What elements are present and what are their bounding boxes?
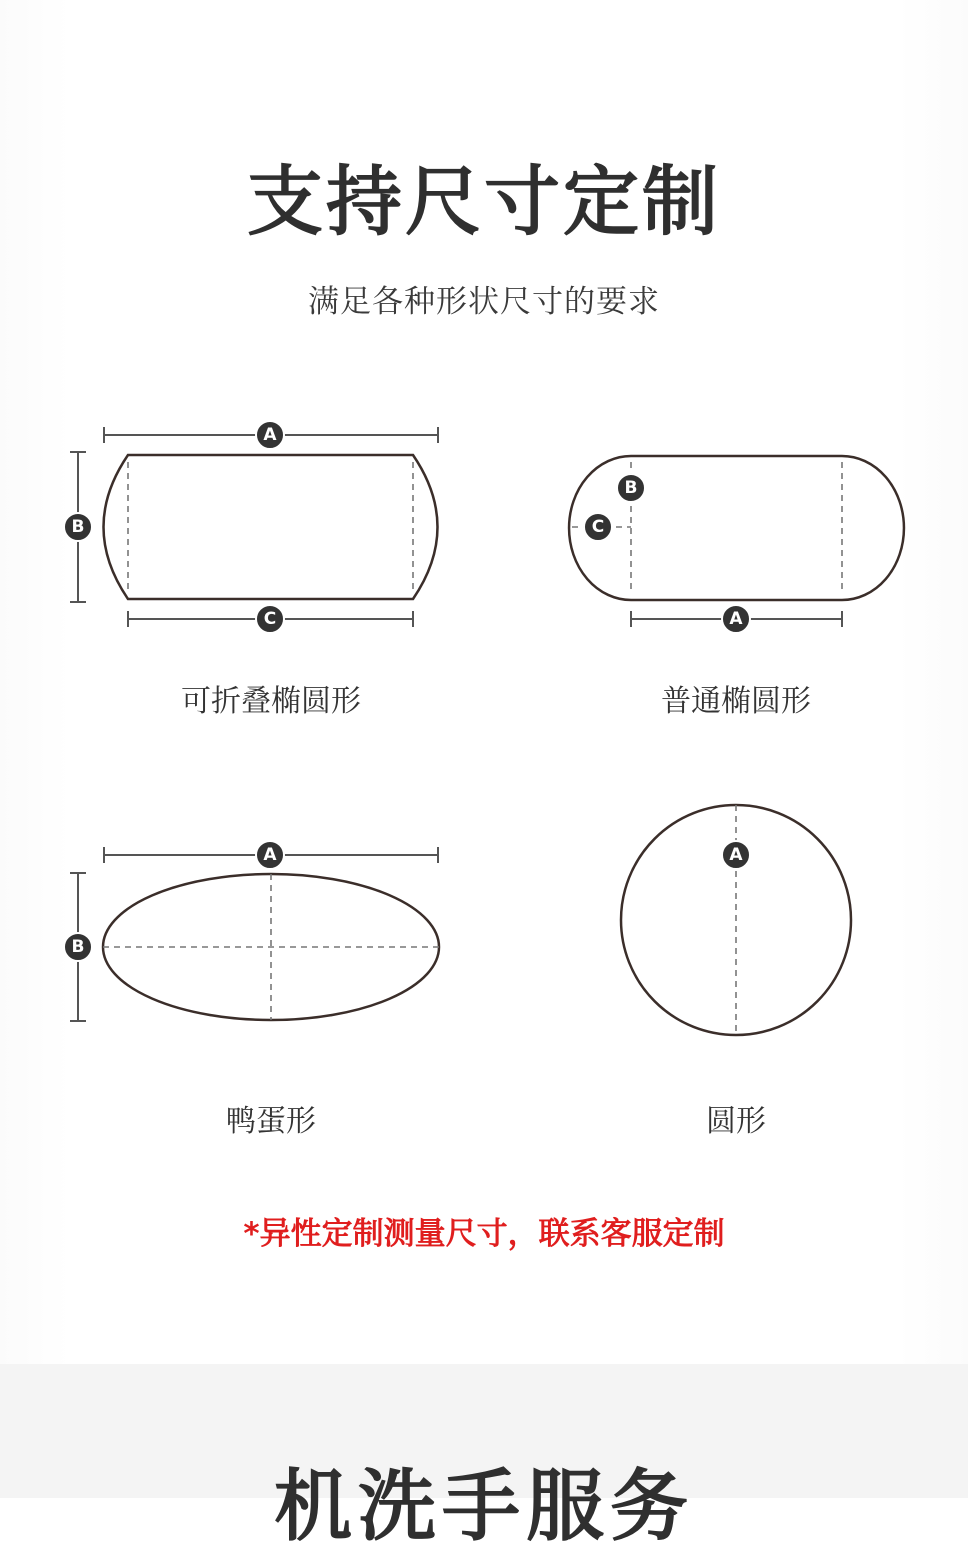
svg-text:A: A — [729, 609, 743, 629]
svg-text:B: B — [624, 478, 638, 498]
badge-a — [722, 605, 750, 633]
badge-a — [722, 841, 750, 869]
shape-label-circle: 圆形 — [706, 1104, 766, 1139]
badge-a — [256, 421, 284, 449]
badge-b — [617, 474, 645, 502]
custom-size-note: *异性定制测量尺寸，联系客服定制 — [243, 1216, 725, 1252]
svg-text:B: B — [71, 517, 85, 537]
badge-b — [64, 933, 92, 961]
next-section-title: 机洗手服务 — [273, 1462, 694, 1552]
foldable-oval-outline — [104, 455, 438, 599]
egg-shape-diagram — [64, 841, 439, 1021]
svg-text:C: C — [591, 517, 605, 537]
page-title: 支持尺寸定制 — [247, 157, 721, 246]
shape-label-foldable-oval: 可折叠椭圆形 — [181, 684, 361, 719]
normal-oval-outline — [569, 456, 904, 600]
badge-c — [256, 605, 284, 633]
badge-b — [64, 513, 92, 541]
badge-a — [256, 841, 284, 869]
svg-text:C: C — [263, 609, 277, 629]
page-subtitle: 满足各种形状尺寸的要求 — [308, 284, 660, 320]
normal-oval-diagram — [569, 456, 904, 633]
foldable-oval-diagram — [64, 421, 438, 633]
shape-label-normal-oval: 普通椭圆形 — [661, 684, 811, 719]
svg-text:A: A — [263, 425, 277, 445]
svg-text:B: B — [71, 937, 85, 957]
shape-label-egg: 鸭蛋形 — [226, 1104, 316, 1139]
badge-c — [584, 513, 612, 541]
svg-text:A: A — [263, 845, 277, 865]
circle-shape-diagram — [621, 805, 851, 1035]
svg-text:A: A — [729, 845, 743, 865]
